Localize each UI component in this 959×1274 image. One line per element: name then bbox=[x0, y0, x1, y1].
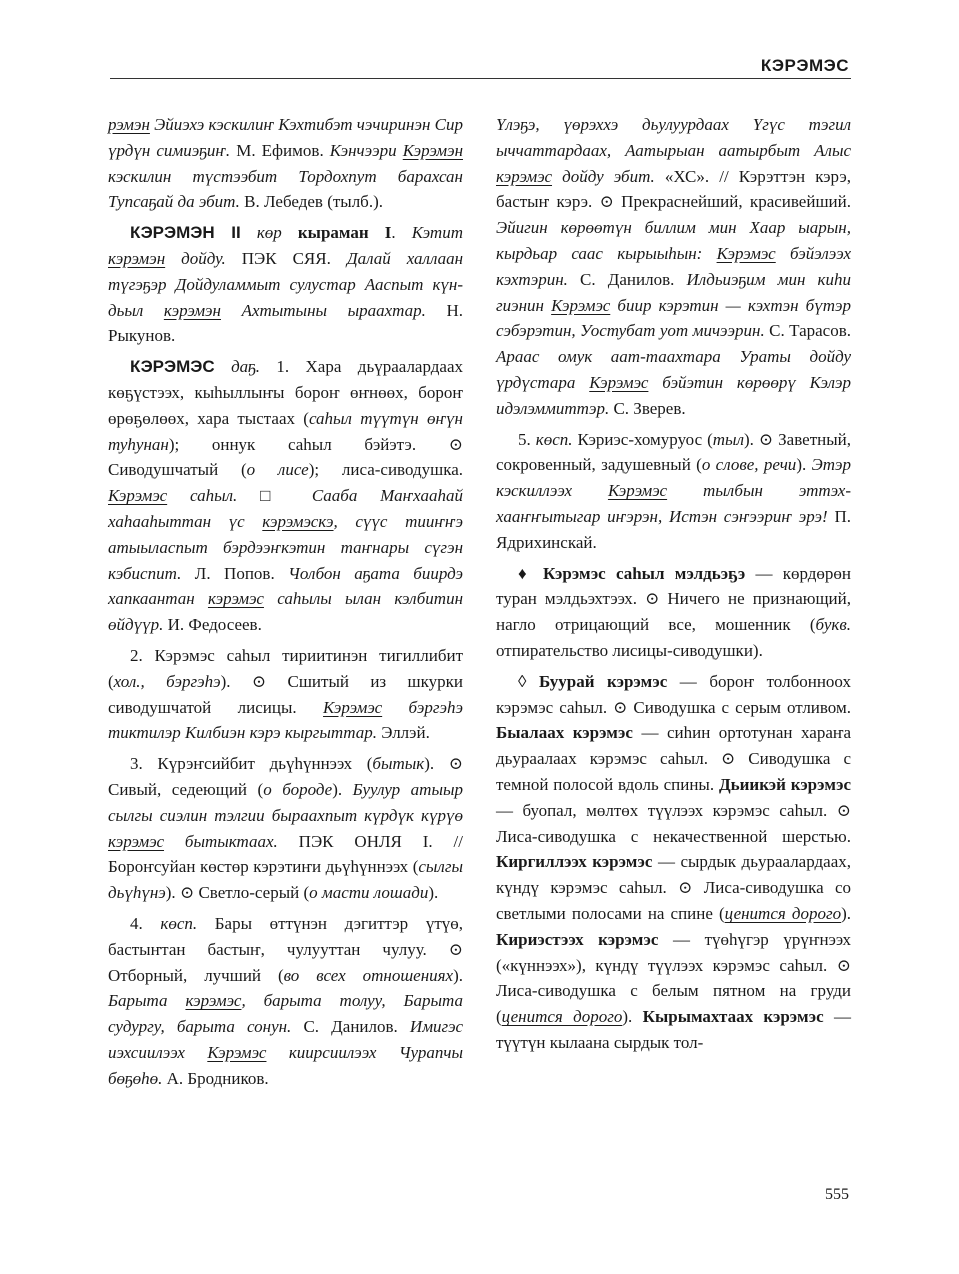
citation: ПЭК ОНЛЯ I. // Бороҥсуйан көстөр кэрэтиҥи дьүһүннээх ( bbox=[108, 831, 463, 877]
usage-note: бытык bbox=[372, 754, 425, 774]
usage-note: о лисе bbox=[246, 460, 309, 480]
translation: Лиса-сиводушка с белым пятном на груди ( bbox=[496, 981, 851, 1027]
example-keyword: Кэрэмэс bbox=[607, 481, 668, 501]
entry-continuation bbox=[108, 112, 463, 215]
example-text: биир кэрэтин — кэхтэн бүтэр сэбэрэтин, Уостубат уот мичээрин. bbox=[496, 295, 851, 341]
example-keyword: Кэрэмэс bbox=[207, 1042, 267, 1062]
example-text: Ахтытыны ыраахтар. bbox=[220, 300, 426, 320]
example-text: дойду. bbox=[165, 248, 226, 268]
usage-note: хол., бэргэһэ bbox=[113, 671, 221, 691]
usage-note: сылгы дьүһүнэ bbox=[108, 857, 463, 903]
example-text: Буулур атыыр сылгы сиэлин тэлгии быраахпыт күрдүк күрүө bbox=[108, 779, 463, 825]
entry-keremen-2 bbox=[108, 220, 463, 349]
citation: С. Тарасов. bbox=[764, 321, 852, 341]
example-text: Кэтит bbox=[411, 223, 463, 243]
citation: С. Зверев. bbox=[609, 398, 686, 418]
translation-marker-icon: ⊙ bbox=[836, 955, 851, 975]
part-of-speech: даҕ. bbox=[214, 357, 260, 377]
usage-note: букв. bbox=[815, 615, 851, 635]
header-rule bbox=[110, 78, 851, 79]
citation: И. Федосеев. bbox=[163, 615, 262, 635]
example-text: Эйигин көрөөтүн биллим мин Хаар ыарын, кырдьар саас кырыыһын: bbox=[496, 218, 851, 263]
translation: Сиводушчатый ( bbox=[108, 460, 247, 480]
punctuation: ). bbox=[743, 429, 759, 449]
translation-marker-icon: ⊙ bbox=[179, 883, 195, 903]
compound-term: Кириэстээх кэрэмэс bbox=[496, 929, 659, 949]
idiom-section bbox=[496, 561, 851, 664]
example-text: Имигэс иэхсиилээх bbox=[108, 1017, 463, 1062]
translation: Сивый, седеющий ( bbox=[108, 779, 264, 799]
punctuation: ). bbox=[841, 903, 851, 923]
definition: ); оннук саһыл бэйэтэ. bbox=[168, 434, 449, 454]
compound-term: Буурай кэрэмэс bbox=[538, 671, 668, 691]
usage-note: ценится дорого bbox=[724, 903, 842, 923]
citation: Н. Рыкунов. bbox=[108, 300, 463, 346]
usage-note: тыл bbox=[712, 429, 744, 449]
punctuation: ). bbox=[428, 883, 439, 903]
example-text: Барыта bbox=[108, 991, 186, 1011]
compounds-section bbox=[496, 669, 851, 1056]
headword: КЭРЭМЭН II bbox=[130, 223, 241, 243]
example-text: Эйиэхэ кэскилиҥ Кэхтибэт чэчиринэн Сир үрдүн симиэҕиҥ. bbox=[108, 115, 463, 160]
example-keyword: Кэрэмэс bbox=[551, 295, 611, 315]
translation: Сиводушка с темной полосой вдоль спины. bbox=[496, 749, 851, 794]
translation-marker-icon: ⊙ bbox=[448, 754, 463, 774]
citation: ПЭК СЯЯ. bbox=[225, 248, 347, 268]
example-text: саһыл. bbox=[167, 486, 238, 506]
definition: — сиһин ортотунан хараҥа дьураалаах кэрэмэс саһыл. bbox=[496, 723, 851, 769]
citation: Эллэй. bbox=[376, 723, 430, 743]
translation-marker-icon: ⊙ bbox=[613, 697, 628, 717]
example-text: тылбын эттэх-хааҥҥытыгар иҥэрэн, Истэн сэҥээриҥ эрэ! bbox=[496, 481, 851, 526]
punctuation: . bbox=[391, 223, 412, 243]
definition: 2. Кэрэмэс саһыл тириитинэн тигиллибит ( bbox=[108, 645, 463, 691]
usage-label: көсп. bbox=[535, 429, 573, 449]
sense-4 bbox=[108, 911, 463, 1092]
punctuation: ). bbox=[453, 965, 463, 985]
example-text: , сүүс тииҥҥэ атыыласпыт бэрдээҥкэтин таҥнары сүгэн кэбиспит. bbox=[108, 511, 463, 583]
translation-marker-icon: ⊙ bbox=[448, 434, 463, 454]
definition: Кэриэс-хомуруос ( bbox=[572, 429, 713, 449]
example-keyword: Кэрэмэс bbox=[108, 486, 168, 506]
usage-note: саһыл түүтүн өҥүн туһунан bbox=[108, 408, 463, 454]
example-text: Сааба Маҥхааһай хаһааһыттан үс bbox=[108, 486, 463, 531]
translation-marker-icon: ⊙ bbox=[599, 192, 614, 212]
example-keyword: Кэрэмэс bbox=[323, 697, 383, 717]
definition: — буопал, мөлтөх түүлээх кэрэмэс саһыл. bbox=[496, 800, 837, 820]
compound-term: Дьиикэй кэрэмэс bbox=[718, 774, 851, 794]
sense-number: 4. bbox=[130, 913, 161, 933]
example-text: Араас омук аат-таахтара Ураты дойду үрдүстара bbox=[496, 347, 851, 392]
citation: М. Ефимов. bbox=[230, 140, 330, 160]
translation-marker-icon: ⊙ bbox=[251, 671, 267, 691]
example-keyword: рэмэн bbox=[108, 115, 150, 134]
usage-note: о слове, речи bbox=[701, 455, 797, 475]
right-column bbox=[496, 112, 851, 1056]
idiom-phrase: Кэрэмэс саһыл мэлдьэҕэ bbox=[542, 563, 746, 583]
sense-2 bbox=[108, 643, 463, 746]
translation: ); лиса-сиводушка. bbox=[308, 460, 463, 480]
example-text: Үлэҕэ, үөрэххэ дьулуурдаах Үгүс тэгил ыччаттардаах, Аатырыан аатырбыт Алыс bbox=[496, 115, 851, 160]
definition: — көрдөрөн туран мэлдьэхтээх. bbox=[496, 563, 851, 609]
cross-ref-target: кыраман I bbox=[297, 223, 392, 243]
example-keyword: кэрэмэн bbox=[163, 300, 221, 320]
headword: КЭРЭМЭС bbox=[130, 357, 215, 377]
page-number: 555 bbox=[825, 1186, 849, 1203]
definition: — сырдык дьураалардаах, күндү кэрэмэс саһыл. bbox=[496, 852, 851, 898]
cross-ref-label: көр bbox=[240, 223, 298, 243]
translation: Сиводушка с серым отливом. bbox=[627, 697, 851, 717]
citation: «ХС». // Кэрэттэн кэрэ, бастыҥ кэрэ. bbox=[496, 166, 852, 212]
example-text: бэргэһэ тиктилэр Килбиэн кэрэ кыргыттар. bbox=[108, 697, 463, 743]
translation-marker-icon: ⊙ bbox=[645, 589, 660, 609]
citation: В. Лебедев (тылб.). bbox=[239, 192, 383, 212]
example-keyword: кэрэмэскэ bbox=[262, 511, 334, 531]
translation: Прекраснейший, красивейший. bbox=[613, 192, 851, 212]
definition: — бороҥ толбонноох кэрэмэс саһыл. bbox=[496, 671, 851, 717]
punctuation: ). bbox=[424, 754, 449, 774]
example-keyword: кэрэмэс bbox=[496, 166, 553, 186]
usage-note: о бороде bbox=[263, 779, 333, 799]
idiom-diamond-icon: ♦ bbox=[518, 563, 543, 583]
sense-4-continuation bbox=[496, 112, 851, 422]
example-text: Илдьиэҕим мин киһи гиэнин bbox=[496, 269, 851, 315]
example-text: Чолбон аҕата биирдэ хапкаантан bbox=[108, 563, 464, 609]
definition: — түөһүгэр үрүҥнээх («күннээх»), күндү түүлээх кэрэмэс саһыл. bbox=[496, 929, 851, 975]
translation: Лиса-сиводушка со светлыми полосами на спине ( bbox=[496, 878, 852, 923]
citation: Л. Попов. bbox=[181, 563, 289, 583]
compound-lozenge-icon: ◊ bbox=[518, 671, 539, 691]
translation-marker-icon: ⊙ bbox=[720, 749, 736, 769]
example-keyword: кэрэмэс bbox=[185, 991, 242, 1011]
example-text: Кэнчээри bbox=[329, 140, 403, 160]
compound-term: Кырымахтаах кэрэмэс bbox=[642, 1007, 824, 1027]
punctuation: ). bbox=[622, 1007, 643, 1027]
translation: отпирательство лисицы-сиводушки). bbox=[496, 640, 763, 660]
usage-note: во всех отношениях bbox=[283, 965, 454, 985]
sense-number: 5. bbox=[518, 429, 536, 449]
definition: — түүтүн кылаана сырдык тол- bbox=[496, 1007, 851, 1052]
usage-note: о масти лошади bbox=[309, 883, 429, 903]
punctuation: ). bbox=[165, 883, 180, 903]
compound-term: Киргиллээх кэрэмэс bbox=[496, 852, 653, 872]
translation: Ничего не признающий, нагло отрицающий все, мошенник ( bbox=[496, 589, 851, 635]
example-keyword: кэрэмэс bbox=[108, 831, 165, 851]
example-text: бытыктаах. bbox=[164, 831, 278, 851]
translation-marker-icon: ⊙ bbox=[758, 429, 774, 449]
running-head: КЭРЭМЭС bbox=[760, 56, 849, 75]
citation: С. Данилов. bbox=[291, 1017, 410, 1037]
example-text: бэйэлээх кэхтэрин. bbox=[496, 243, 851, 289]
example-keyword: Кэрэмэн bbox=[402, 140, 463, 160]
punctuation: ). bbox=[796, 455, 812, 475]
punctuation: ). bbox=[220, 671, 252, 691]
example-marker-icon: □ bbox=[237, 486, 312, 506]
compound-term: Быалаах кэрэмэс bbox=[496, 723, 633, 743]
translation-marker-icon: ⊙ bbox=[448, 939, 463, 959]
usage-note: ценится дорого bbox=[501, 1007, 623, 1027]
example-text: киирсиилээх Чурапчы бөҕөһө. bbox=[108, 1042, 463, 1088]
punctuation: ). bbox=[332, 779, 353, 799]
citation: А. Бродников. bbox=[162, 1068, 269, 1088]
usage-label: көсп. bbox=[160, 913, 198, 933]
sense-3 bbox=[108, 751, 463, 906]
left-column bbox=[108, 112, 463, 1091]
citation: С. Данилов. bbox=[567, 269, 687, 289]
translation-marker-icon: ⊙ bbox=[678, 878, 693, 898]
example-text: Далай халлаан түгэҕэр Дойдуламмыт сулустар Ааспыт күн-дьыл bbox=[108, 248, 463, 320]
example-text: кэскилин түстээбит Тордохпут барахсан Тупсаҕай да эбит. bbox=[108, 166, 463, 212]
translation: Сшитый из шкурки сиводушчатой лисицы. bbox=[108, 671, 463, 717]
example-keyword: Кэрэмэс bbox=[589, 372, 649, 392]
definition: Бары өттүнэн дэгиттэр үтүө, бастыҥтан бастыҥ, чулууттан чулуу. bbox=[108, 913, 464, 959]
translation: Светло-серый ( bbox=[194, 883, 310, 903]
citation: П. Ядрихинскай. bbox=[496, 506, 851, 552]
sense-5 bbox=[496, 427, 851, 556]
example-text: Этэр кэскиллээх bbox=[496, 455, 851, 501]
translation: Заветный, сокровенный, задушевный ( bbox=[496, 429, 851, 475]
translation-marker-icon: ⊙ bbox=[836, 800, 851, 820]
translation: Отборный, лучший ( bbox=[108, 965, 284, 985]
example-text: , барыта толуу, Барыта судургу, барыта сонун. bbox=[108, 991, 464, 1037]
translation: Лиса-сиводушка с некачественной шерстью. bbox=[496, 826, 851, 846]
definition: 1. Хара дьүраалардаах көҕүстээх, кыһыллыҥы бороҥ өҥнөөх, бороҥ өрөҕөлөөх, хара тыстаах ( bbox=[108, 357, 463, 428]
example-text: дойду эбит. bbox=[552, 166, 655, 186]
example-keyword: кэрэмэн bbox=[108, 248, 166, 268]
definition: 3. Күрэҥсийбит дьүһүннээх ( bbox=[130, 754, 373, 774]
entry-keremes bbox=[108, 354, 463, 638]
example-text: бэйэтин көрөөрү Кэлэр идэлэммиттэр. bbox=[496, 372, 852, 418]
example-text: саһылы ылан кэлбитин өйдүүр. bbox=[108, 589, 463, 635]
example-keyword: кэрэмэс bbox=[207, 589, 264, 609]
example-keyword: Кэрэмэс bbox=[716, 243, 776, 263]
